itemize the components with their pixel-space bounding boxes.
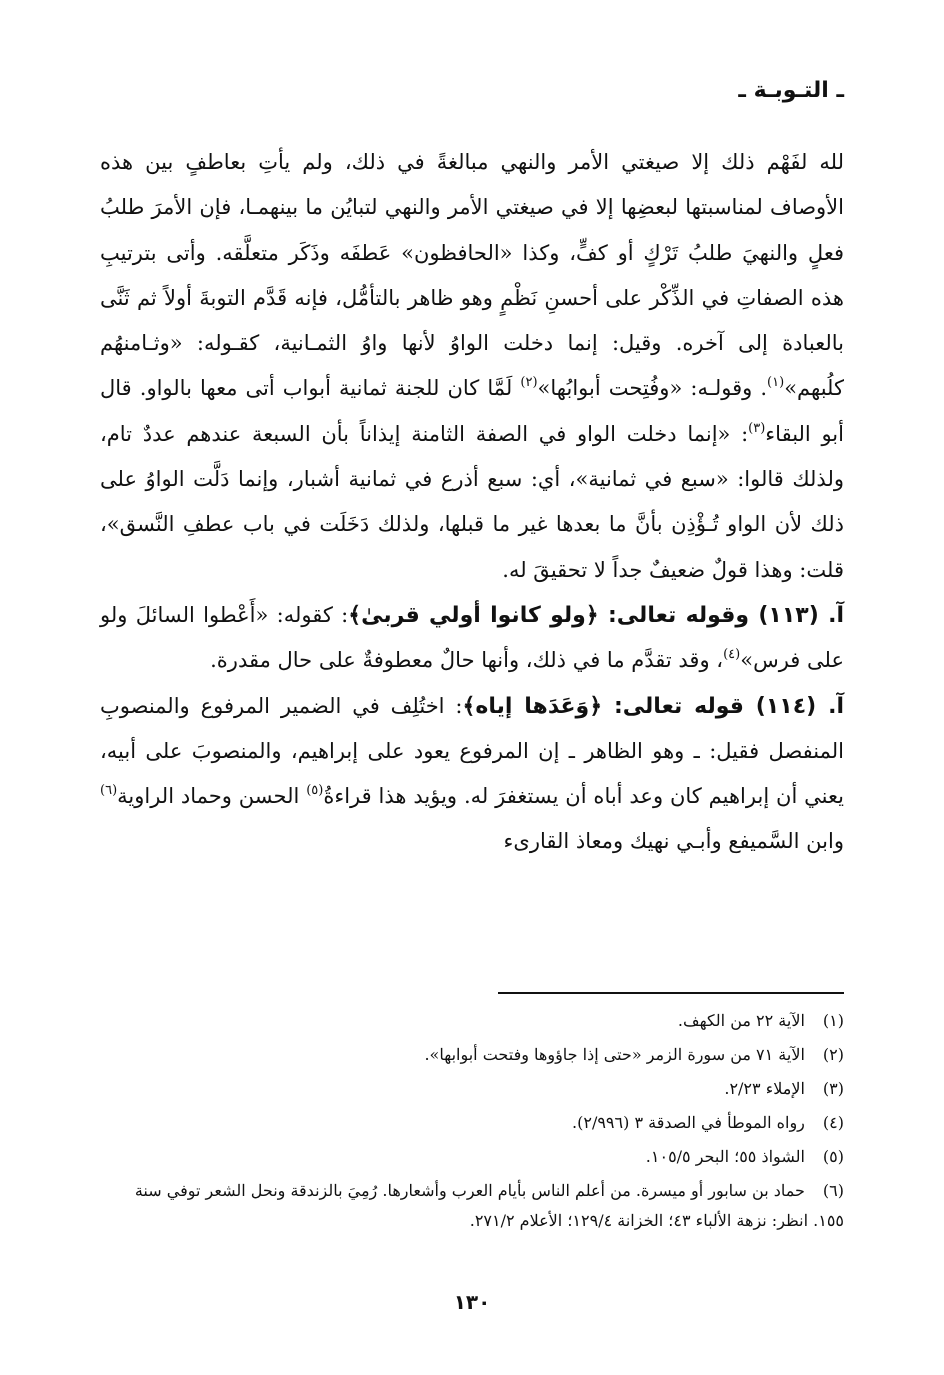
main-text	[100, 140, 844, 865]
footnote-number: (٤)	[822, 1113, 844, 1132]
page-number: ١٣٠	[453, 1290, 491, 1314]
footnote-ref-5: (٥)	[306, 783, 324, 799]
footnote-ref-3: (٣)	[748, 420, 766, 436]
verse-113-heading: آ. (١١٣) وقوله تعالى: ﴿ولو كانوا أولي قربىٰ﴾	[348, 602, 844, 628]
footnote-6	[100, 1176, 844, 1236]
paragraph-1	[100, 140, 844, 593]
paragraph-2	[100, 593, 844, 684]
paragraph-1-text-b: . وقولـه: «وفُتِحت أبوابُها»	[537, 376, 768, 401]
footnote-number: (٦)	[822, 1181, 844, 1200]
footnote-text: الآية ٧١ من سورة الزمر «حتى إذا جاؤوها وفتحت أبوابها».	[424, 1045, 805, 1064]
footnote-text: حماد بن سابور أو ميسرة. من أعلم الناس بأيام العرب وأشعارها. رُمِيَ بالزندقة ونحل الشعر توفي سنة ١٥٥. انظر: نزهة الألباء ٤٣؛ الخزانة ١٢٩/٤؛ الأعلام ٢٧١/٢.	[134, 1181, 844, 1230]
footnote-ref-6: (٦)	[100, 783, 118, 799]
paragraph-2-text-b: ، وقد تقدَّم ما في ذلك، وأنها حالٌ معطوفةٌ على حال مقدرة.	[210, 648, 724, 673]
paragraph-3-text-b: الحسن وحماد الراوية	[117, 784, 307, 809]
paragraph-3-text-c: وابن السَّميفع وأبـي نهيك ومعاذ القارىء	[503, 829, 844, 854]
footnote-text: الآية ٢٢ من الكهف.	[677, 1011, 805, 1030]
paragraph-1-text-d: : «إنما دخلت الواو في الصفة الثامنة إيذاناً بأن السبعة عندهم عددٌ تام، ولذلك قالوا: «سبع في ثمانية»، أي: سبع أذرع في ثمانية أشبار، وإنما دَلَّت الواوُ على ذلك لأن الواو تُـؤْذِن بأنَّ ما بعدها غير ما قبلها، ولذلك دَخَلَت في باب عطفِ النَّسق»، قلت: وهذا قولٌ ضعيفٌ جداً لا تحقيقَ له.	[100, 421, 844, 582]
footnote-number: (٣)	[822, 1079, 844, 1098]
paragraph-1-text: لله لفَهْم ذلك إلا صيغتي الأمر والنهي مبالغةً في ذلك، ولم يأتِ بعاطفٍ بين هذه الأوصاف لمناسبتها لبعضِها إلا في صيغتي الأمر والنهي لتبايُن ما بينهمـا، فإن الأمرَ طلبُ فعلٍ والنهيَ طلبُ تَرْكٍ أو كفٍّ، وكذا «الحافظون» عَطفَه وذَكَر متعلَّقه. وأتى بترتيبِ هذه الصفاتِ في الذِّكْر على أحسنِ نَظْمٍ وهو ظاهر بالتأمُّل، فإنه قَدَّم التوبةَ أولاً ثم ثَنَّى بالعبادة إلى آخره. وقيل: إنما دخلت الواوُ لأنها واوُ الثمـانية، كقـوله: «وثـامنهُم كلُبهم»	[100, 150, 844, 401]
footnote-number: (٢)	[822, 1045, 844, 1064]
footnote-5	[100, 1140, 844, 1174]
paragraph-1-text-c: لَمَّا كان للجنة ثمانية أبواب أتى معها بالواو. قال أبو البقاء	[100, 376, 844, 446]
footnote-ref-4: (٤)	[723, 647, 741, 663]
footnote-number: (٥)	[822, 1147, 844, 1166]
paragraph-2-text: : كقوله: «أَعْطوا السائلَ ولو على فرس»	[100, 602, 844, 673]
paragraph-3-text: : اختُلِف في الضمير المرفوع والمنصوبِ المنفصل فقيل: ـ وهو الظاهر ـ إن المرفوع يعود على إبراهيم، والمنصوبَ على أبيه، يعني أن إبراهيم كان وعد أباه أن يستغفرَ له. ويؤيد هذا قراءةُ	[100, 693, 844, 809]
footnote-text: الإملاء ٢/٢٣.	[724, 1079, 805, 1098]
footnotes	[100, 1004, 844, 1236]
footnote-2	[100, 1038, 844, 1072]
footnote-3	[100, 1072, 844, 1106]
footnote-separator	[498, 992, 844, 994]
footnote-ref-2: (٢)	[520, 375, 538, 391]
footnote-4	[100, 1106, 844, 1140]
footnote-number: (١)	[822, 1011, 844, 1030]
footnote-text: الشواذ ٥٥؛ البحر ١٠٥/٥.	[645, 1147, 805, 1166]
footnote-text: رواه الموطأ في الصدقة ٣ (٢/٩٩٦).	[572, 1113, 805, 1132]
running-header: ـ التـوبـة ـ	[738, 78, 844, 103]
footnote-1	[100, 1004, 844, 1038]
verse-114-heading: آ. (١١٤) قوله تعالى: ﴿وَعَدَها إياه﴾	[462, 693, 844, 719]
paragraph-3	[100, 684, 844, 865]
footnote-ref-1: (١)	[767, 375, 785, 391]
